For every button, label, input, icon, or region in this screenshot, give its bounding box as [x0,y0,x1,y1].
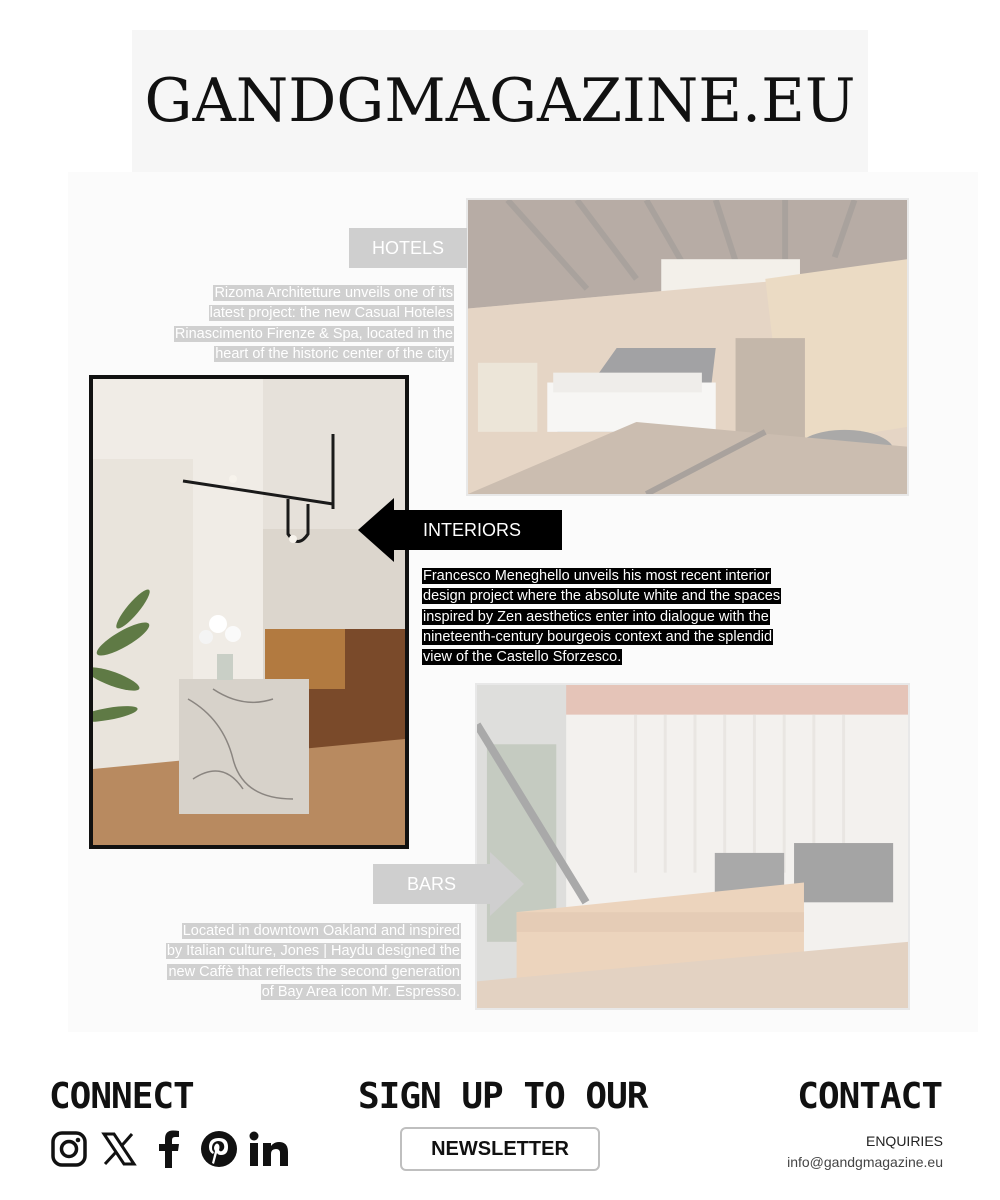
bar-cafe-photo[interactable] [475,683,910,1010]
contact-heading: CONTACT [797,1076,942,1117]
caption-line: Rizoma Architetture unveils one of its [214,285,453,301]
hotels-caption [138,283,454,364]
contact-email-link[interactable]: info@gandgmagazine.eu [787,1154,943,1170]
social-links [49,1128,289,1170]
caption-line: design project where the absolute white and the spaces [423,588,781,605]
interiors-arrow-icon [358,498,394,562]
caption-line: view of the Castello Sforzesco. [423,649,622,666]
site-title[interactable]: GANDGMAGAZINE.EU [144,66,856,136]
bars-caption [126,921,461,1002]
caption-line: by Italian culture, Jones | Haydu designed the [166,943,460,960]
instagram-icon[interactable] [49,1128,89,1170]
enquiries-label: ENQUIRIES [865,1133,943,1149]
x-icon[interactable] [99,1128,139,1170]
caption-line: Located in downtown Oakland and inspired [182,923,460,939]
newsletter-button[interactable]: NEWSLETTER [400,1127,600,1171]
hotel-room-photo[interactable] [466,198,909,496]
bars-tag-label: BARS [406,873,457,894]
caption-line: inspired by Zen aesthetics enter into dialogue with the [423,608,769,625]
newsletter-heading: SIGN UP TO OUR [358,1076,648,1117]
masthead [132,30,868,172]
caption-line: nineteenth-century bourgeois context and the splendid [423,628,773,645]
hotels-tag-label: HOTELS [371,237,445,258]
bars-tag[interactable] [373,864,490,904]
caption-line: Rinascimento Firenze & Spa, located in the [174,325,453,342]
caption-line: Francesco Meneghello unveils his most recent interior [423,568,770,584]
bars-arrow-icon [490,852,524,916]
hotels-tag[interactable] [349,228,467,268]
caption-line: of Bay Area icon Mr. Espresso. [261,983,460,1000]
linkedin-icon[interactable] [249,1128,289,1170]
facebook-icon[interactable] [149,1128,189,1170]
connect-heading: CONNECT [49,1076,194,1117]
interior-reception-photo[interactable] [89,375,409,849]
caption-line: new Caffè that reflects the second generation [168,963,460,980]
caption-line: latest project: the new Casual Hoteles [209,305,453,322]
pinterest-icon[interactable] [199,1128,239,1170]
interiors-caption [422,566,842,667]
interiors-tag-label: INTERIORS [423,519,522,540]
interiors-tag[interactable] [392,510,562,550]
caption-line: heart of the historic center of the city! [215,345,453,362]
